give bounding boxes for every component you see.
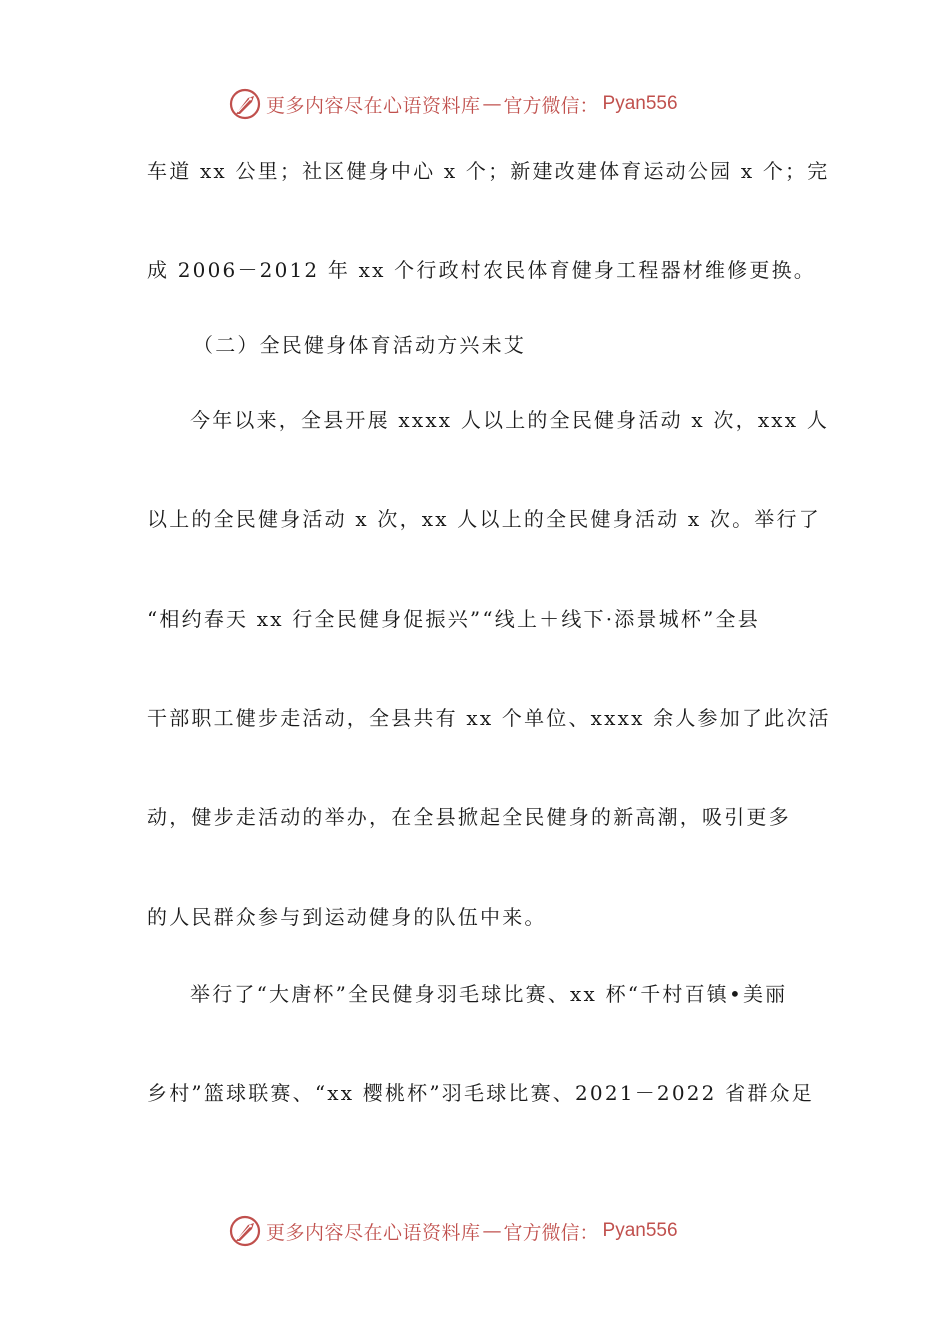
pen-nib-logo-icon: [228, 1214, 262, 1248]
brand-text: 更多内容尽在心语资料库: [266, 1221, 481, 1244]
body-text-line: 成 2006－2012 年 xx 个行政村农民体育健身工程器材维修更换。: [147, 258, 816, 282]
banner-separator: —: [482, 93, 502, 115]
wechat-id: Pyan556: [602, 1220, 678, 1241]
pen-nib-logo-icon: [228, 87, 262, 121]
body-text-line: 举行了“大唐杯”全民健身羽毛球比赛、xx 杯“千村百镇•美丽: [190, 982, 788, 1006]
body-text-line: 车道 xx 公里；社区健身中心 x 个；新建改建体育运动公园 x 个；完: [147, 159, 830, 183]
wechat-id: Pyan556: [602, 93, 678, 114]
body-text-line: 动，健步走活动的举办，在全县掀起全民健身的新高潮，吸引更多: [147, 805, 791, 829]
body-text-line: 干部职工健步走活动，全县共有 xx 个单位、xxxx 余人参加了此次活: [147, 706, 831, 730]
banner-separator: —: [482, 1220, 502, 1242]
body-text-line: 的人民群众参与到运动健身的队伍中来。: [147, 905, 547, 929]
body-text-line: “相约春天 xx 行全民健身促振兴”“线上＋线下·添景城杯”全县: [147, 607, 760, 631]
body-text-line: 今年以来，全县开展 xxxx 人以上的全民健身活动 x 次，xxx 人: [190, 408, 830, 432]
wechat-label: 官方微信：: [503, 94, 599, 117]
header-banner: [228, 86, 748, 122]
footer-banner: [228, 1213, 748, 1249]
body-text-line: 以上的全民健身活动 x 次，xx 人以上的全民健身活动 x 次。举行了: [147, 507, 821, 531]
wechat-label: 官方微信：: [503, 1221, 599, 1244]
body-text-line: 乡村”篮球联赛、“xx 樱桃杯”羽毛球比赛、2021－2022 省群众足: [147, 1081, 814, 1105]
section-heading: （二）全民健身体育活动方兴未艾: [193, 333, 526, 357]
brand-text: 更多内容尽在心语资料库: [266, 94, 481, 117]
